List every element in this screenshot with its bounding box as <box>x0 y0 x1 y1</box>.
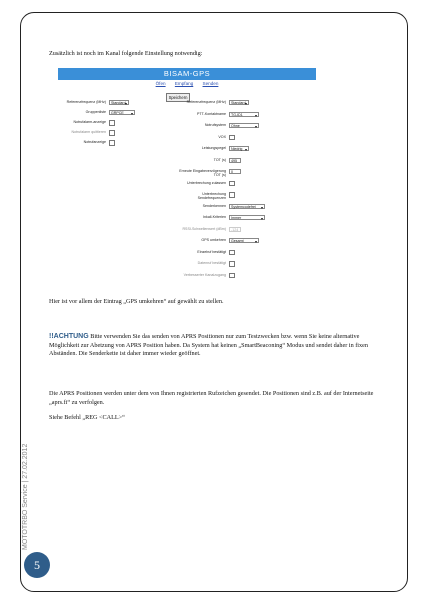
setting-select[interactable]: Niedrig ▾ <box>229 146 249 151</box>
setting-select[interactable]: GRPCE ▾ <box>109 110 135 115</box>
setting-row <box>58 120 168 128</box>
setting-label: Unterbrechung zulassen <box>187 180 226 185</box>
setting-row <box>178 227 288 235</box>
setting-checkbox[interactable] <box>229 181 235 187</box>
setting-label: PTT-Kontaktname <box>197 111 226 116</box>
setting-select[interactable]: Standard ▾ <box>109 100 129 105</box>
setting-select[interactable]: Immer ▾ <box>229 215 265 220</box>
sidebar-footer: MOTOTRBO Service | 27.02.2012 <box>22 443 29 550</box>
setting-label: VOX <box>218 134 226 139</box>
setting-row <box>58 110 168 118</box>
setting-row <box>178 192 288 200</box>
warning-text: Bitte verwenden Sie das senden von APRS Positionen nur zum Testzwecken bzw. wenn Sie keine alternative Möglichkeit zur Abetzung von APRS Position haben. Da System hat keinen „SmartBeaconing“ Modus und sendet daher in fixen Abständen. Die Senderkette ist daher immer wieder geöffnet. <box>49 333 368 358</box>
setting-row <box>178 250 288 258</box>
menu-item-receive[interactable]: Empfang <box>174 81 194 86</box>
setting-row <box>178 123 288 131</box>
panel-menu <box>58 81 316 86</box>
setting-row <box>178 238 288 246</box>
settings-panel <box>58 68 316 290</box>
setting-label: GPS umkehren <box>201 238 226 242</box>
setting-row <box>178 135 288 143</box>
setting-label: Referenzfrequenz (MHz) <box>66 100 106 104</box>
setting-number[interactable]: 0 <box>229 169 241 174</box>
setting-label: Notrufalarm quittieren <box>71 130 106 134</box>
setting-checkbox[interactable] <box>109 120 115 126</box>
setting-row <box>178 204 288 212</box>
save-button[interactable]: Speichern <box>166 93 190 102</box>
setting-row <box>178 261 288 269</box>
setting-row <box>58 100 168 108</box>
setting-label: Verbesserter Kanalzugang <box>183 272 226 277</box>
setting-checkbox[interactable] <box>109 130 115 136</box>
setting-checkbox[interactable] <box>229 250 235 256</box>
gps-instruction: Hier ist vor allem der Eintrag „GPS umkehren“ auf gewählt zu stellen. <box>49 298 224 305</box>
setting-checkbox[interactable] <box>229 261 235 267</box>
setting-label: Erneute Eingabeverzögerung TOT (s) <box>179 169 226 177</box>
setting-label: Leistungspegel <box>201 146 226 150</box>
setting-row <box>178 181 288 189</box>
menu-item-open[interactable]: Öfen <box>155 81 166 86</box>
setting-label: Notrufanzeige <box>83 140 106 144</box>
setting-checkbox[interactable] <box>229 192 235 198</box>
setting-checkbox[interactable] <box>229 273 235 279</box>
setting-row <box>58 130 168 138</box>
page-number: 5 <box>24 552 50 578</box>
setting-select[interactable]: Ohne ▾ <box>229 123 259 128</box>
aprs-paragraph: Die APRS Positionen werden unter dem von Ihnen registrierten Rufzeichen gesendet. Die Positionen sind z.B. auf der Internetseite „aprs.fi“ zu verfolgen. <box>49 390 374 406</box>
setting-select[interactable]: Gesamt ▾ <box>229 238 259 243</box>
setting-row <box>178 146 288 154</box>
setting-select[interactable]: Systemcodefrei ▾ <box>229 204 265 209</box>
menu-item-send[interactable]: Senden <box>202 81 219 86</box>
setting-row <box>178 169 288 177</box>
setting-row <box>58 140 168 148</box>
setting-number[interactable]: -124 <box>229 227 241 232</box>
warning-paragraph <box>49 333 379 359</box>
setting-label: Einzelruf bestätigt <box>197 249 226 254</box>
reference-text: Siehe Befehl „REG <CALL>“ <box>49 414 125 421</box>
setting-label: TOT (s) <box>213 157 226 162</box>
setting-checkbox[interactable] <box>229 135 235 141</box>
setting-label: Inkall-Kriterien <box>203 215 226 219</box>
setting-label: Notrufsystem <box>204 123 226 127</box>
setting-row <box>178 273 288 281</box>
setting-row <box>178 100 288 108</box>
warning-tag: !!ACHTUNG <box>49 333 89 340</box>
panel-title: BISAM-GPS <box>58 68 316 80</box>
setting-label: Notrufalarm-anzeige <box>73 120 106 124</box>
setting-label: Unterbrechung Sendefrequenzen <box>197 192 226 200</box>
setting-label: Gruppenliste <box>85 110 106 114</box>
setting-row <box>178 112 288 120</box>
setting-label: Senderkennen <box>202 203 226 208</box>
setting-label: RSSI-Schwellenwert (dBm) <box>182 226 226 231</box>
setting-select[interactable]: TG-ID1 ▾ <box>229 112 259 117</box>
setting-label: Referenzfrequenz (MHz) <box>186 100 226 104</box>
intro-text: Zusätzlich ist noch im Kanal folgende Einstellung notwendig: <box>49 50 203 57</box>
setting-label: Datenruf bestätigt <box>197 261 226 265</box>
setting-checkbox[interactable] <box>109 140 115 146</box>
setting-row <box>178 215 288 223</box>
setting-select[interactable]: Standard ▾ <box>229 100 249 105</box>
setting-row <box>178 158 288 166</box>
setting-number[interactable]: 495 <box>229 158 241 163</box>
